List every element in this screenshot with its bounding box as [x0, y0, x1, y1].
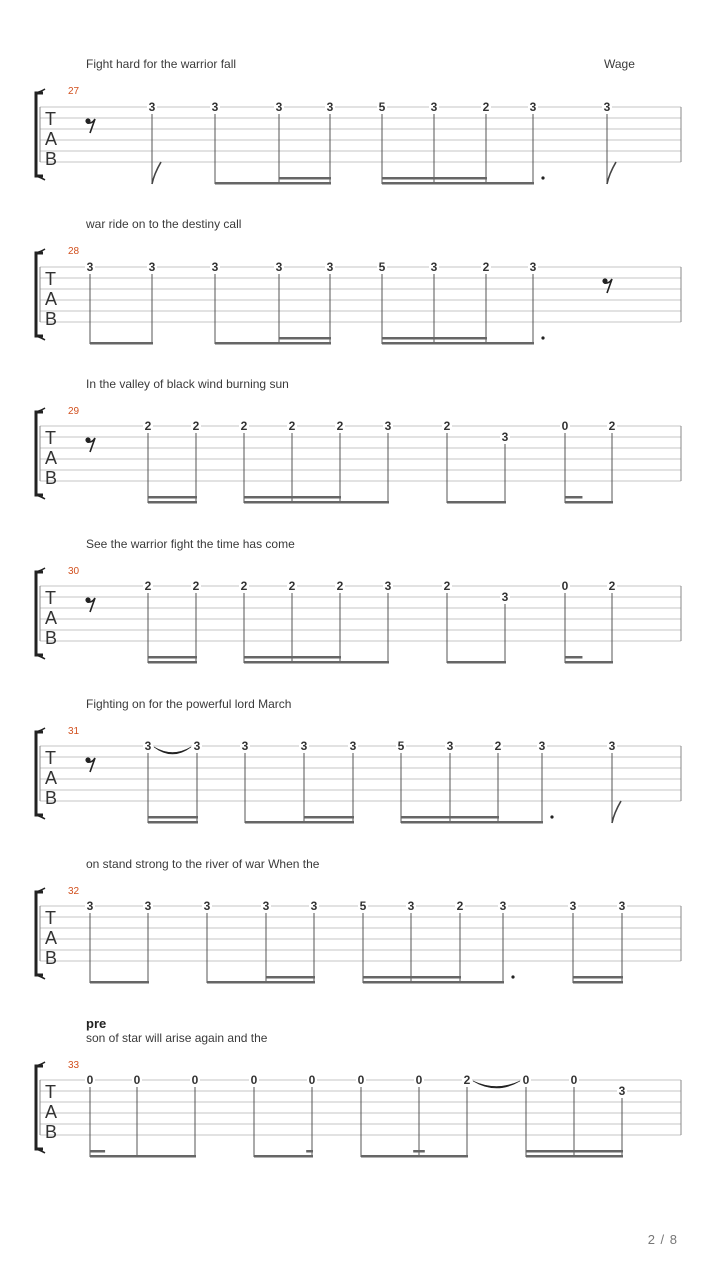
fret-number: 2 — [192, 579, 200, 593]
note-beam — [363, 981, 504, 984]
fret-number: 2 — [288, 419, 296, 433]
lyric-text: Fight hard for the warrior fall — [86, 57, 237, 71]
tab-clef-letter: T — [45, 588, 56, 608]
augmentation-dot — [550, 815, 553, 818]
note-beam — [90, 1155, 196, 1158]
fret-number: 2 — [463, 1073, 471, 1087]
fret-number: 2 — [240, 579, 248, 593]
note-beam — [254, 1155, 313, 1158]
note-beam-secondary — [279, 177, 331, 180]
fret-number: 3 — [326, 100, 334, 114]
fret-number: 2 — [482, 260, 490, 274]
fret-number: 2 — [288, 579, 296, 593]
fret-number: 3 — [310, 899, 318, 913]
fret-number: 0 — [308, 1073, 316, 1087]
tab-system — [36, 857, 681, 984]
tab-clef-letter: T — [45, 269, 56, 289]
note-beam — [526, 1155, 623, 1158]
lyric-text: son of star will arise again and the — [86, 1031, 268, 1045]
fret-number: 2 — [456, 899, 464, 913]
fret-number: 0 — [86, 1073, 94, 1087]
lyric-text: Fighting on for the powerful lord March — [86, 697, 292, 711]
measure-number: 28 — [68, 246, 80, 257]
fret-number: 3 — [608, 739, 616, 753]
note-flag — [607, 162, 616, 184]
tab-system — [36, 697, 681, 824]
fret-number: 3 — [499, 899, 507, 913]
note-beam-secondary — [148, 656, 197, 659]
tab-system — [36, 57, 681, 185]
tie-arc — [473, 1081, 520, 1088]
tab-clef-letter: B — [45, 149, 58, 169]
tab-clef-letter: A — [45, 129, 58, 149]
fret-number: 2 — [494, 739, 502, 753]
fret-number: 2 — [336, 579, 344, 593]
note-beam-secondary — [526, 1150, 623, 1153]
page-number: 2 / 8 — [647, 1232, 678, 1247]
fret-number: 3 — [144, 739, 152, 753]
note-beam-secondary — [382, 177, 487, 180]
fret-number: 2 — [443, 419, 451, 433]
fret-number: 3 — [501, 590, 509, 604]
fret-number: 2 — [443, 579, 451, 593]
note-beam — [244, 661, 389, 664]
tab-clef-letter: A — [45, 1102, 58, 1122]
fret-number: 3 — [300, 739, 308, 753]
note-beam — [361, 1155, 468, 1158]
note-beam-secondary — [279, 337, 331, 340]
eighth-rest-icon — [602, 278, 612, 293]
note-beam — [382, 182, 534, 185]
fret-number: 2 — [240, 419, 248, 433]
fret-number: 3 — [211, 260, 219, 274]
fret-number: 0 — [415, 1073, 423, 1087]
note-beam-secondary — [382, 337, 487, 340]
fret-number: 3 — [203, 899, 211, 913]
fret-number: 5 — [397, 739, 405, 753]
note-flag — [152, 162, 161, 184]
note-beam — [207, 981, 315, 984]
tab-clef-letter: A — [45, 928, 58, 948]
fret-number: 0 — [191, 1073, 199, 1087]
note-beam — [447, 661, 506, 664]
fret-number: 5 — [378, 100, 386, 114]
tab-clef-letter: T — [45, 428, 56, 448]
note-beam — [565, 661, 613, 664]
measure-number: 30 — [68, 566, 80, 577]
tab-clef-letter: B — [45, 788, 58, 808]
note-beam-secondary — [363, 976, 461, 979]
fret-number: 2 — [608, 579, 616, 593]
note-beam — [90, 342, 153, 345]
note-beam-secondary — [304, 816, 354, 819]
fret-number: 3 — [384, 579, 392, 593]
fret-number: 3 — [144, 899, 152, 913]
fret-number: 0 — [357, 1073, 365, 1087]
tab-clef-letter: A — [45, 448, 58, 468]
note-beam — [382, 342, 534, 345]
tab-clef-letter: B — [45, 468, 58, 488]
tab-clef-letter: A — [45, 768, 58, 788]
fret-number: 3 — [501, 430, 509, 444]
note-beam-secondary — [573, 976, 623, 979]
tab-clef-letter: B — [45, 309, 58, 329]
fret-number: 3 — [275, 100, 283, 114]
fret-number: 2 — [608, 419, 616, 433]
augmentation-dot — [511, 975, 514, 978]
fret-number: 5 — [378, 260, 386, 274]
tab-system — [36, 217, 681, 345]
fret-number: 3 — [529, 100, 537, 114]
tab-system — [36, 537, 681, 664]
fret-number: 0 — [561, 419, 569, 433]
fret-number: 0 — [250, 1073, 258, 1087]
tab-clef-letter: B — [45, 1122, 58, 1142]
measure-number: 32 — [68, 886, 80, 897]
tab-clef-letter: A — [45, 289, 58, 309]
fret-number: 3 — [211, 100, 219, 114]
note-beam — [245, 821, 354, 824]
tab-clef-letter: B — [45, 948, 58, 968]
note-beam — [573, 981, 623, 984]
tab-clef-letter: B — [45, 628, 58, 648]
tab-clef-letter: T — [45, 908, 56, 928]
note-beam-secondary — [90, 1150, 105, 1153]
note-beam-secondary — [244, 496, 341, 499]
fret-number: 3 — [326, 260, 334, 274]
measure-number: 33 — [68, 1060, 80, 1071]
tie-arc — [154, 747, 191, 754]
note-beam-secondary — [148, 816, 198, 819]
note-beam-secondary — [244, 656, 341, 659]
lyric-text: Wage — [604, 57, 635, 71]
note-beam — [148, 821, 198, 824]
fret-number: 3 — [148, 260, 156, 274]
fret-number: 5 — [359, 899, 367, 913]
section-label: pre — [86, 1016, 107, 1031]
eighth-rest-icon — [85, 437, 95, 452]
fret-number: 3 — [86, 260, 94, 274]
augmentation-dot — [541, 336, 544, 339]
fret-number: 3 — [384, 419, 392, 433]
note-flag — [612, 801, 621, 823]
tab-clef-letter: T — [45, 748, 56, 768]
note-beam — [215, 182, 331, 185]
measure-number: 31 — [68, 726, 80, 737]
note-beam — [401, 821, 543, 824]
note-beam — [215, 342, 331, 345]
fret-number: 0 — [570, 1073, 578, 1087]
fret-number: 2 — [144, 579, 152, 593]
note-beam-secondary — [565, 496, 582, 499]
fret-number: 3 — [446, 739, 454, 753]
eighth-rest-icon — [85, 757, 95, 772]
fret-number: 3 — [529, 260, 537, 274]
fret-number: 0 — [522, 1073, 530, 1087]
note-beam — [447, 501, 506, 504]
note-beam — [148, 501, 197, 504]
note-beam-secondary — [565, 656, 582, 659]
lyric-text: on stand strong to the river of war When the — [86, 857, 320, 871]
fret-number: 3 — [618, 1084, 626, 1098]
fret-number: 3 — [275, 260, 283, 274]
eighth-rest-icon — [85, 118, 95, 133]
fret-number: 3 — [538, 739, 546, 753]
note-beam-secondary — [266, 976, 315, 979]
fret-number: 0 — [561, 579, 569, 593]
note-beam-secondary — [306, 1150, 313, 1153]
fret-number: 3 — [193, 739, 201, 753]
fret-number: 3 — [618, 899, 626, 913]
fret-number: 3 — [603, 100, 611, 114]
note-beam-secondary — [413, 1150, 425, 1153]
tab-system — [36, 377, 681, 504]
note-beam — [90, 981, 149, 984]
note-beam-secondary — [148, 496, 197, 499]
lyric-text: See the warrior fight the time has come — [86, 537, 295, 551]
fret-number: 3 — [569, 899, 577, 913]
fret-number: 2 — [144, 419, 152, 433]
tab-clef-letter: T — [45, 1082, 56, 1102]
fret-number: 3 — [349, 739, 357, 753]
fret-number: 2 — [482, 100, 490, 114]
fret-number: 3 — [148, 100, 156, 114]
fret-number: 2 — [192, 419, 200, 433]
note-beam — [565, 501, 613, 504]
note-beam-secondary — [401, 816, 499, 819]
measure-number: 29 — [68, 406, 80, 417]
note-beam — [148, 661, 197, 664]
lyric-text: In the valley of black wind burning sun — [86, 377, 289, 391]
measure-number: 27 — [68, 86, 80, 97]
fret-number: 2 — [336, 419, 344, 433]
eighth-rest-icon — [85, 597, 95, 612]
fret-number: 3 — [430, 100, 438, 114]
fret-number: 3 — [407, 899, 415, 913]
fret-number: 0 — [133, 1073, 141, 1087]
note-beam — [244, 501, 389, 504]
fret-number: 3 — [262, 899, 270, 913]
tab-system — [36, 1016, 681, 1158]
tab-clef-letter: A — [45, 608, 58, 628]
lyric-text: war ride on to the destiny call — [86, 217, 242, 231]
fret-number: 3 — [241, 739, 249, 753]
fret-number: 3 — [430, 260, 438, 274]
augmentation-dot — [541, 176, 544, 179]
fret-number: 3 — [86, 899, 94, 913]
tab-clef-letter: T — [45, 109, 56, 129]
